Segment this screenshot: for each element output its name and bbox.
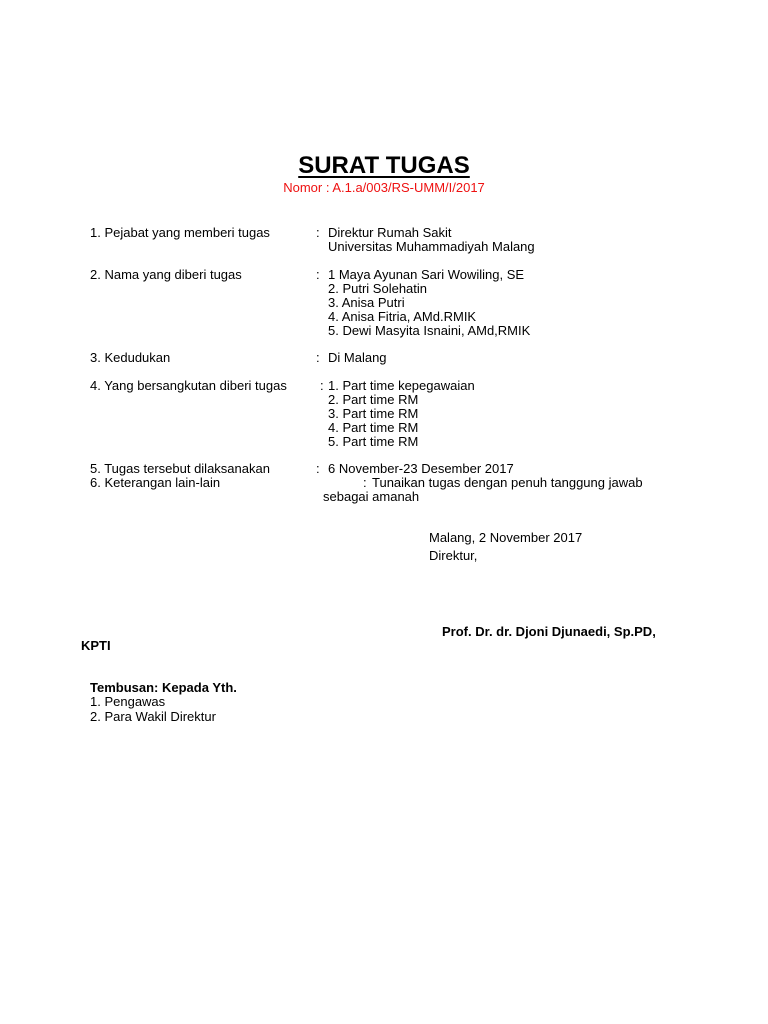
item-6-value-2: sebagai amanah	[323, 489, 420, 504]
item-2-colon: :	[316, 267, 320, 282]
item-4-value-2: 2. Part time RM	[328, 392, 419, 407]
item-2-value-4: 4. Anisa Fitria, AMd.RMIK	[328, 309, 477, 324]
item-3-label: 3. Kedudukan	[90, 350, 171, 365]
item-6-value-1: Tunaikan tugas dengan penuh tanggung jawab	[372, 475, 643, 490]
item-4-value-3: 3. Part time RM	[328, 406, 419, 421]
document-number: Nomor : A.1.a/003/RS-UMM/I/2017	[283, 180, 485, 195]
item-5-colon: :	[316, 461, 320, 476]
tembusan-item-2: 2. Para Wakil Direktur	[90, 709, 216, 724]
item-4-colon: :	[320, 378, 324, 393]
signature-name: Prof. Dr. dr. Djoni Djunaedi, Sp.PD,	[442, 624, 656, 639]
item-5-value-1: 6 November-23 Desember 2017	[328, 461, 514, 476]
item-6-colon: :	[363, 475, 367, 490]
document-title: SURAT TUGAS	[298, 152, 470, 179]
item-2-value-3: 3. Anisa Putri	[328, 295, 405, 310]
item-4-value-4: 4. Part time RM	[328, 420, 419, 435]
item-5-label: 5. Tugas tersebut dilaksanakan	[90, 461, 270, 476]
item-1-value-1: Direktur Rumah Sakit	[328, 225, 452, 240]
item-1-value-2: Universitas Muhammadiyah Malang	[328, 239, 535, 254]
item-4-value-1: 1. Part time kepegawaian	[328, 378, 475, 393]
item-6-label: 6. Keterangan lain-lain	[90, 475, 221, 490]
kpti-label: KPTI	[81, 638, 111, 653]
item-1-colon: :	[316, 225, 320, 240]
tembusan-item-1: 1. Pengawas	[90, 694, 166, 709]
item-4-value-5: 5. Part time RM	[328, 434, 419, 449]
item-3-colon: :	[316, 350, 320, 365]
item-2-label: 2. Nama yang diberi tugas	[90, 267, 242, 282]
item-4-label: 4. Yang bersangkutan diberi tugas	[90, 378, 287, 393]
item-2-value-1: 1 Maya Ayunan Sari Wowiling, SE	[328, 267, 525, 282]
item-3-value-1: Di Malang	[328, 350, 387, 365]
item-2-value-2: 2. Putri Solehatin	[328, 281, 428, 296]
item-1-label: 1. Pejabat yang memberi tugas	[90, 225, 270, 240]
signature-place-date: Malang, 2 November 2017	[429, 530, 583, 545]
signature-position: Direktur,	[429, 548, 478, 563]
item-2-value-5: 5. Dewi Masyita Isnaini, AMd,RMIK	[328, 323, 531, 338]
tembusan-heading: Tembusan: Kepada Yth.	[90, 680, 237, 695]
